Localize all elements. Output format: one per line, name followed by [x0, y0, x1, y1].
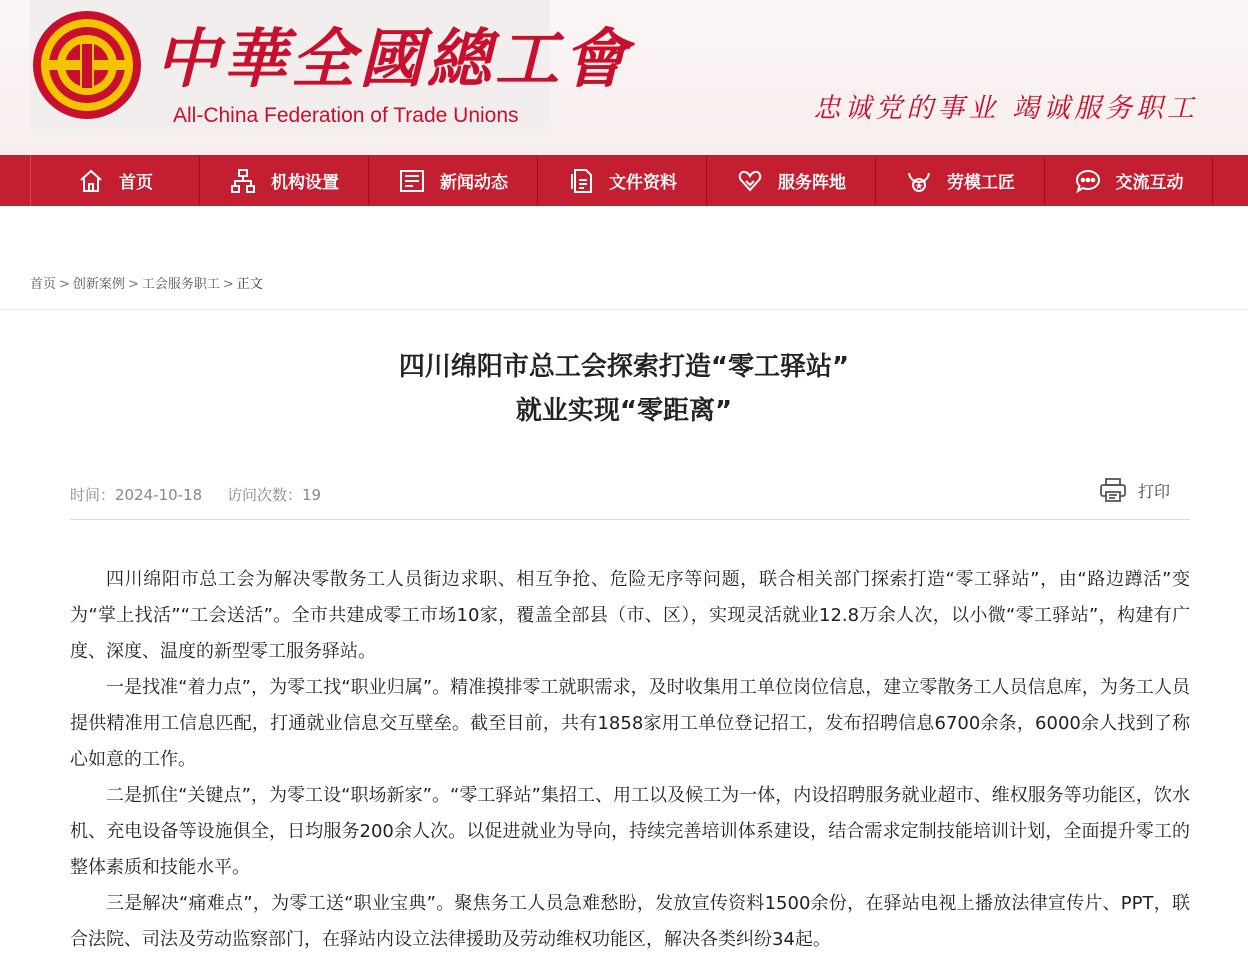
breadcrumb-separator: > — [127, 277, 139, 292]
breadcrumb-home[interactable]: 首页 — [30, 277, 57, 292]
article-paragraph: 二是抓住“关键点”，为零工设“职场新家”。“零工驿站”集招工、用工以及候工为一体，内设招聘服务就业超市、维权服务等功能区，饮水机、充电设备等设施俱全，日均服务200余人次。以促进就业为导向，持续完善培训体系建设，结合需求定制技能培训计划，全面提升零工的整体素质和技能水平。 — [70, 785, 1190, 878]
article-meta — [70, 484, 341, 505]
site-header — [0, 0, 1248, 155]
org-chart-icon — [229, 167, 257, 195]
article-paragraph: 四川绵阳市总工会为解决零散务工人员街边求职、相互争抢、危险无序等问题，联合相关部门探索打造“零工驿站”，由“路边蹲活”变为“掌上找活”“工会送活”。全市共建成零工市场10家，覆盖全部县（市、区），实现灵活就业12.8万余人次，以小微“零工驿站”，构建有广度、深度、温度的新型零工服务驿站。 — [70, 569, 1190, 662]
article-title-line2: 就业实现“零距离” — [515, 396, 733, 426]
publish-date: 时间：2024-10-18 — [70, 486, 203, 504]
home-icon — [77, 167, 105, 195]
nav-item-label: 服务阵地 — [778, 173, 846, 193]
breadcrumb — [30, 273, 263, 292]
nav-item-documents[interactable] — [537, 155, 706, 206]
nav-item-home[interactable] — [30, 155, 199, 206]
nav-item-label: 劳模工匠 — [947, 173, 1015, 193]
brand-chinese-name: 中華全國總工會 — [155, 22, 631, 97]
header-slogan: 忠诚党的事业 竭诚服务职工 — [813, 93, 1198, 124]
article-body — [70, 562, 1190, 958]
breadcrumb-current: 正文 — [236, 277, 263, 292]
nav-item-model-workers[interactable] — [875, 155, 1044, 206]
meta-divider — [70, 519, 1190, 520]
visit-count: 访问次数：19 — [226, 486, 322, 504]
nav-item-interaction[interactable] — [1044, 155, 1213, 206]
print-button[interactable] — [1100, 478, 1170, 502]
document-icon — [567, 167, 595, 195]
chat-icon — [1074, 167, 1102, 195]
breadcrumb-separator: > — [222, 277, 234, 292]
nav-item-label: 首页 — [119, 173, 153, 193]
nav-item-label: 新闻动态 — [440, 173, 508, 193]
breadcrumb-divider — [0, 309, 1248, 310]
breadcrumb-innovation-cases[interactable]: 创新案例 — [72, 277, 125, 292]
heart-hands-icon — [736, 167, 764, 195]
printer-icon — [1100, 478, 1126, 502]
nav-item-organization[interactable] — [199, 155, 368, 206]
nav-item-label: 机构设置 — [271, 173, 339, 193]
article-title-line1: 四川绵阳市总工会探索打造“零工驿站” — [398, 352, 850, 382]
breadcrumb-separator: > — [59, 277, 70, 292]
nav-item-label: 文件资料 — [609, 173, 677, 193]
site-logo[interactable] — [30, 0, 631, 130]
nav-item-service[interactable] — [706, 155, 875, 206]
article-paragraph: 一是找准“着力点”，为零工找“职业归属”。精准摸排零工就职需求，及时收集用工单位岗位信息，建立零散务工人员信息库，为务工人员提供精准用工信息匹配，打通就业信息交互壁垒。截至目前，共有1858家用工单位登记招工，发布招聘信息6700余条，6000余人找到了称心如意的工作。 — [70, 677, 1190, 770]
brand-english-name: All-China Federation of Trade Unions — [173, 104, 519, 127]
breadcrumb-union-services[interactable]: 工会服务职工 — [141, 277, 220, 292]
medal-icon — [905, 167, 933, 195]
main-nav — [0, 155, 1248, 206]
print-label: 打印 — [1138, 481, 1171, 501]
nav-item-label: 交流互动 — [1115, 173, 1184, 193]
nav-item-news[interactable] — [368, 155, 537, 206]
article-title — [0, 345, 1248, 433]
article-paragraph: 三是解决“痛难点”，为零工送“职业宝典”。聚焦务工人员急难愁盼，发放宣传资料1500余份，在驿站电视上播放法律宣传片、PPT，联合法院、司法及劳动监察部门，在驿站内设立法律援助及劳动维权功能区，解决各类纠纷34起。 — [70, 893, 1190, 950]
union-emblem-icon — [32, 10, 142, 120]
news-icon — [398, 167, 426, 195]
